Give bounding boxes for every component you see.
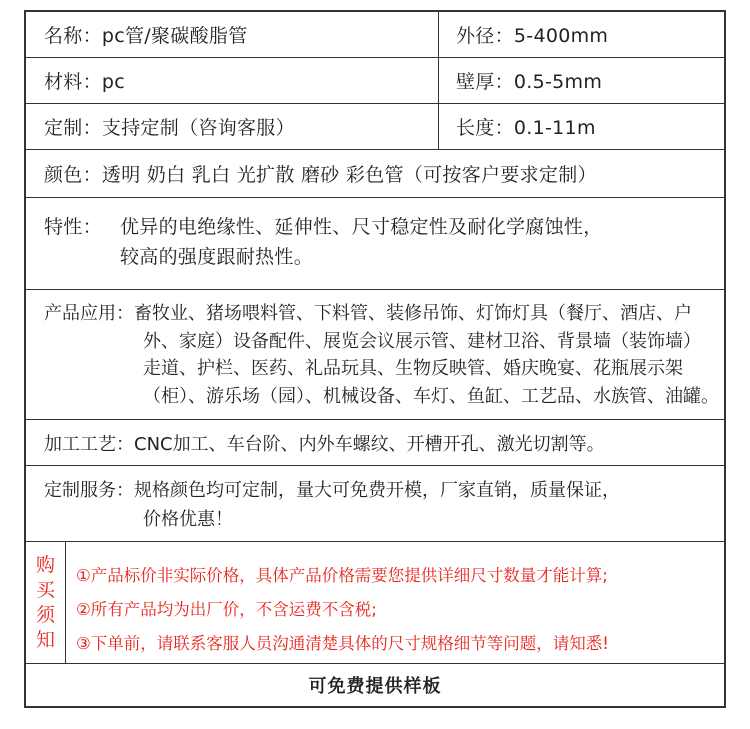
spec-outer-diameter-text: 外径：5-400mm bbox=[456, 25, 609, 47]
applications-line: 畜牧业、猪场喂料管、下料管、装修吊饰、灯饰灯具（餐厅、酒店、户 bbox=[134, 303, 692, 324]
applications-label: 产品应用： bbox=[44, 303, 134, 324]
column-divider bbox=[438, 12, 439, 57]
applications-line: 走道、护栏、医药、礼品玩具、生物反映管、婚庆晚宴、花瓶展示架 bbox=[143, 358, 683, 379]
service-label: 定制服务： bbox=[44, 480, 134, 501]
spec-customization-text: 定制：支持定制（咨询客服） bbox=[44, 117, 295, 139]
spec-length bbox=[456, 104, 596, 149]
spec-row bbox=[26, 12, 724, 58]
notice-item: ②所有产品均为出厂价，不含运费不含税; bbox=[76, 600, 377, 619]
service-block bbox=[44, 476, 620, 534]
applications-line: 外、家庭）设备配件、展览会议展示管、建材卫浴、背景墙（装饰墙） bbox=[143, 330, 701, 352]
notice-title-char: 知 bbox=[35, 628, 55, 651]
processing-label: 加工工艺： bbox=[44, 433, 134, 455]
spec-customization bbox=[44, 104, 295, 149]
service-row bbox=[26, 466, 724, 542]
spec-length-text: 长度：0.1-11m bbox=[456, 117, 596, 139]
features-label: 特性： bbox=[44, 216, 102, 238]
notice-item: ①产品标价非实际价格，具体产品价格需要您提供详细尺寸数量才能计算; bbox=[76, 566, 608, 585]
color-options-text: 颜色：透明 奶白 乳白 光扩散 磨砂 彩色管（可按客户要求定制） bbox=[44, 164, 597, 186]
color-row bbox=[26, 150, 724, 198]
spec-row bbox=[26, 58, 724, 104]
features-line: 较高的强度跟耐热性。 bbox=[120, 246, 314, 268]
spec-wall-thickness bbox=[456, 58, 602, 103]
free-sample-text: 可免费提供样板 bbox=[308, 676, 442, 697]
spec-name-text: 名称：pc管/聚碳酸脂管 bbox=[44, 25, 248, 47]
features-row bbox=[26, 198, 724, 290]
service-line: 价格优惠！ bbox=[143, 509, 233, 530]
notice-title-char: 购 bbox=[35, 553, 55, 576]
applications-line: （柜）、游乐场（园）、机械设备、车灯、鱼缸、工艺品、水族管、油罐。 bbox=[143, 385, 719, 407]
notice-title-char: 买 bbox=[35, 578, 55, 601]
spec-material bbox=[44, 58, 125, 103]
color-options bbox=[44, 150, 597, 197]
purchase-notice-title bbox=[26, 542, 66, 663]
processing-row bbox=[26, 420, 724, 466]
column-divider bbox=[438, 104, 439, 149]
spec-wall-thickness-text: 壁厚：0.5-5mm bbox=[456, 71, 603, 93]
notice-title-char: 须 bbox=[35, 603, 55, 626]
column-divider bbox=[438, 58, 439, 103]
processing-text: CNC加工、车台阶、内外车螺纹、开槽开孔、激光切割等。 bbox=[134, 433, 605, 455]
footer-cell bbox=[26, 664, 724, 706]
footer-row bbox=[26, 664, 724, 706]
processing-block bbox=[44, 420, 605, 465]
applications-row bbox=[26, 290, 724, 420]
spec-material-text: 材料：pc bbox=[44, 71, 126, 93]
applications-block bbox=[44, 300, 719, 410]
service-line: 规格颜色均可定制，量大可免费开模，厂家直销，质量保证， bbox=[134, 480, 620, 501]
spec-name bbox=[44, 12, 248, 57]
product-spec-sheet bbox=[24, 10, 726, 708]
spec-outer-diameter bbox=[456, 12, 608, 57]
spec-row bbox=[26, 104, 724, 150]
notice-item: ③下单前，请联系客服人员沟通清楚具体的尺寸规格细节等问题，请知悉! bbox=[76, 634, 609, 653]
features-line: 优异的电绝缘性、延伸性、尺寸稳定性及耐化学腐蚀性， bbox=[120, 216, 603, 238]
purchase-notice-row bbox=[26, 542, 724, 664]
